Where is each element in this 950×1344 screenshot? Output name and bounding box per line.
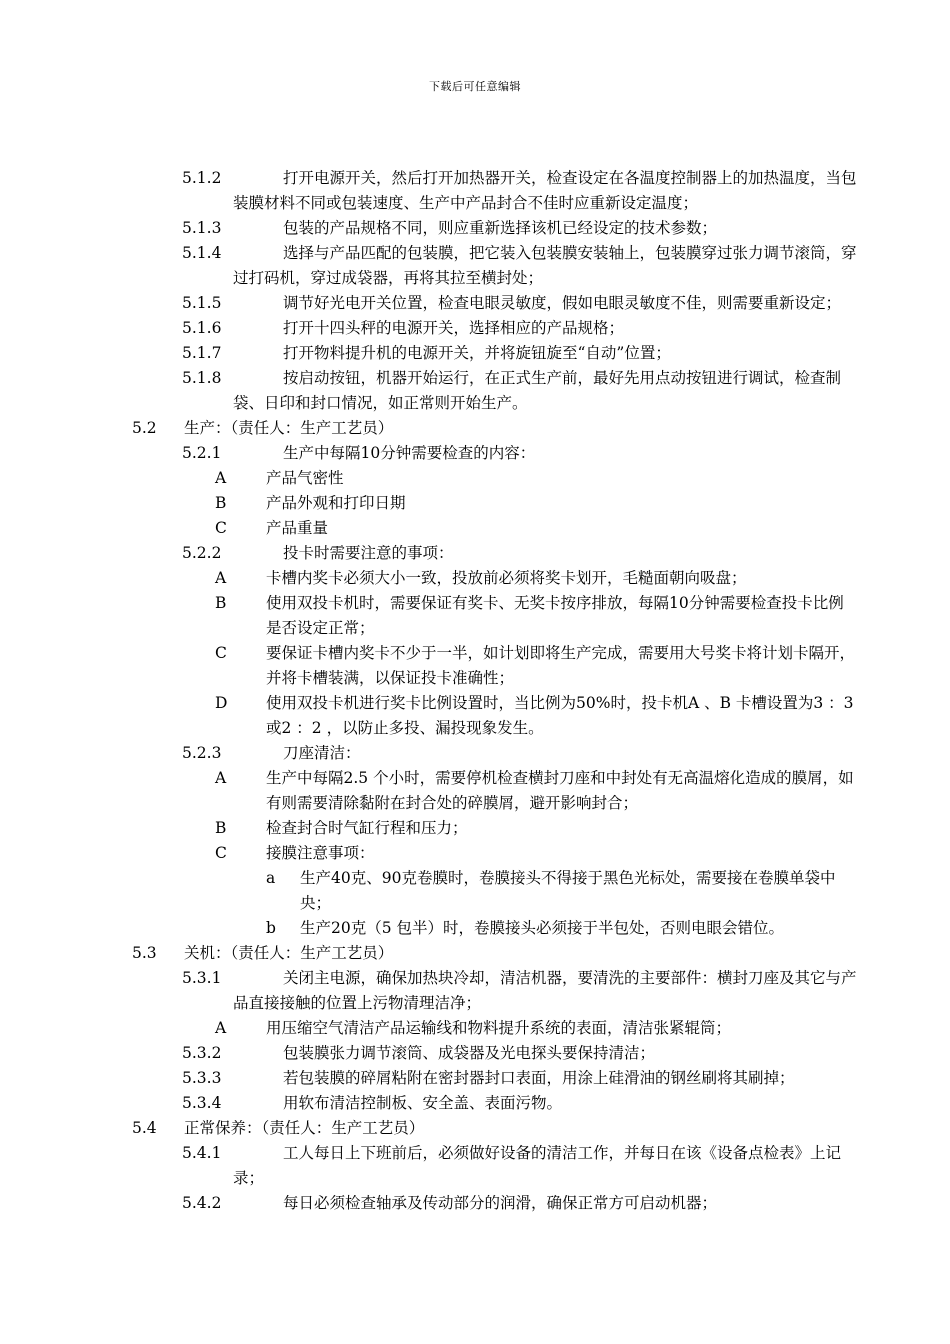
section-number: 5.2: [132, 419, 157, 437]
sub-list-item: [0, 466, 950, 491]
item-letter: C: [215, 644, 227, 662]
item-text: 打开物料提升机的电源开关，并将旋钮旋至“自动”位置；: [283, 344, 671, 362]
item-text: 产品外观和打印日期: [266, 494, 406, 512]
item-number: 5.1.2: [182, 169, 222, 187]
item-letter: D: [215, 694, 228, 712]
item-number: 5.3.1: [182, 969, 222, 987]
item-text: 工人每日上下班前后，必须做好设备的清洁工作，并每日在该《设备点检表》上记录；: [233, 1144, 842, 1187]
item-text: 刀座清洁：: [283, 744, 361, 762]
item-number: 5.1.8: [182, 369, 222, 387]
item-text: 要保证卡槽内奖卡不少于一半，如计划即将生产完成，需要用大号奖卡将计划卡隔开，并将卡槽装满，以保证投卡准确性；: [266, 644, 856, 687]
item-text: 用软布清洁控制板、安全盖、表面污物。: [283, 1094, 563, 1112]
sub-list-item: [0, 816, 950, 841]
item-text: 接膜注意事项：: [266, 844, 375, 862]
item-text: 若包装膜的碎屑粘附在密封器封口表面，用涂上硅滑油的钢丝刷将其刷掉；: [283, 1069, 795, 1087]
page-header: 下载后可任意编辑: [429, 80, 521, 93]
list-item: [0, 1141, 950, 1191]
list-item: [0, 216, 950, 241]
item-text: 每日必须检查轴承及传动部分的润滑，确保正常方可启动机器；: [283, 1194, 718, 1212]
list-item: [0, 541, 950, 566]
item-letter: B: [215, 594, 227, 612]
item-number: 5.1.6: [182, 319, 222, 337]
sub-sub-list-item: [0, 916, 950, 941]
item-text: 用压缩空气清洁产品运输线和物料提升系统的表面，清洁张紧辊筒；: [266, 1019, 732, 1037]
item-number: 5.4.1: [182, 1144, 222, 1162]
list-item: [0, 366, 950, 416]
item-number: 5.1.7: [182, 344, 222, 362]
item-number: 5.4.2: [182, 1194, 222, 1212]
item-number: 5.2.1: [182, 444, 222, 462]
item-text: 产品气密性: [266, 469, 344, 487]
sub-list-item: [0, 491, 950, 516]
sub-sub-list-item: [0, 866, 950, 916]
list-item: [0, 291, 950, 316]
section-heading: [0, 1116, 950, 1141]
item-text: 卡槽内奖卡必须大小一致，投放前必须将奖卡划开，毛糙面朝向吸盘；: [266, 569, 747, 587]
document-body: [0, 166, 950, 1216]
list-item: [0, 341, 950, 366]
item-text: 生产40克、90克卷膜时，卷膜接头不得接于黑色光标处，需要接在卷膜单袋中央；: [300, 869, 836, 912]
item-number: 5.3.4: [182, 1094, 222, 1112]
item-text: 选择与产品匹配的包装膜，把它装入包装膜安装轴上，包装膜穿过张力调节滚筒，穿过打码机，穿过成袋器，再将其拉至横封处；: [233, 244, 857, 287]
item-letter: A: [215, 569, 227, 587]
list-item: [0, 1091, 950, 1116]
item-text: 调节好光电开关位置，检查电眼灵敏度，假如电眼灵敏度不佳，则需要重新设定；: [283, 294, 842, 312]
item-letter: a: [266, 869, 276, 887]
item-text: 产品重量: [266, 519, 329, 537]
sub-list-item: [0, 591, 950, 641]
section-heading: [0, 941, 950, 966]
sub-list-item: [0, 641, 950, 691]
item-number: 5.1.5: [182, 294, 222, 312]
item-letter: b: [266, 919, 276, 937]
list-item: [0, 1066, 950, 1091]
section-heading: [0, 416, 950, 441]
item-number: 5.2.2: [182, 544, 222, 562]
item-number: 5.2.3: [182, 744, 222, 762]
section-number: 5.4: [132, 1119, 157, 1137]
section-title: 生产：（责任人：生产工艺员）: [184, 419, 394, 437]
item-number: 5.1.4: [182, 244, 222, 262]
sub-list-item: [0, 1016, 950, 1041]
section-title: 关机：（责任人：生产工艺员）: [184, 944, 394, 962]
item-text: 使用双投卡机进行奖卡比例设置时，当比例为50%时，投卡机A 、B 卡槽设置为3 ：3 或2 ：2 ，以防止多投、漏投现象发生。: [266, 694, 854, 737]
item-text: 生产20克（5 包半）时，卷膜接头必须接于半包处，否则电眼会错位。: [300, 919, 785, 937]
item-letter: B: [215, 819, 227, 837]
section-title: 正常保养：（责任人：生产工艺员）: [184, 1119, 425, 1137]
item-letter: A: [215, 469, 227, 487]
list-item: [0, 1191, 950, 1216]
sub-list-item: [0, 516, 950, 541]
item-text: 关闭主电源，确保加热块冷却，清洁机器，要清洗的主要部件：横封刀座及其它与产品直接接触的位置上污物清理洁净；: [233, 969, 857, 1012]
item-letter: C: [215, 519, 227, 537]
item-text: 打开十四头秤的电源开关，选择相应的产品规格；: [283, 319, 625, 337]
item-number: 5.3.2: [182, 1044, 222, 1062]
list-item: [0, 1041, 950, 1066]
item-text: 按启动按钮，机器开始运行，在正式生产前，最好先用点动按钮进行调试，检查制袋、日印和封口情况，如正常则开始生产。: [233, 369, 842, 412]
list-item: [0, 241, 950, 291]
sub-list-item: [0, 766, 950, 816]
sub-list-item: [0, 691, 950, 741]
item-letter: C: [215, 844, 227, 862]
list-item: [0, 316, 950, 341]
item-letter: B: [215, 494, 227, 512]
item-text: 包装膜张力调节滚筒、成袋器及光电探头要保持清洁；: [283, 1044, 656, 1062]
section-number: 5.3: [132, 944, 157, 962]
item-text: 生产中每隔2.5 个小时，需要停机检查横封刀座和中封处有无高温熔化造成的膜屑，如有则需要清除黏附在封合处的碎膜屑，避开影响封合；: [266, 769, 854, 812]
item-letter: A: [215, 769, 227, 787]
item-text: 打开电源开关，然后打开加热器开关，检查设定在各温度控制器上的加热温度，当包装膜材料不同或包装速度、生产中产品封合不佳时应重新设定温度；: [233, 169, 857, 212]
item-text: 包装的产品规格不同，则应重新选择该机已经设定的技术参数；: [283, 219, 718, 237]
list-item: [0, 166, 950, 216]
item-text: 检查封合时气缸行程和压力；: [266, 819, 468, 837]
sub-list-item: [0, 841, 950, 866]
list-item: [0, 966, 950, 1016]
list-item: [0, 741, 950, 766]
item-number: 5.3.3: [182, 1069, 222, 1087]
item-text: 生产中每隔10分钟需要检查的内容：: [283, 444, 536, 462]
sub-list-item: [0, 566, 950, 591]
item-number: 5.1.3: [182, 219, 222, 237]
item-text: 使用双投卡机时，需要保证有奖卡、无奖卡按序排放，每隔10分钟需要检查投卡比例是否设定正常；: [266, 594, 844, 637]
item-letter: A: [215, 1019, 227, 1037]
list-item: [0, 441, 950, 466]
item-text: 投卡时需要注意的事项：: [283, 544, 454, 562]
